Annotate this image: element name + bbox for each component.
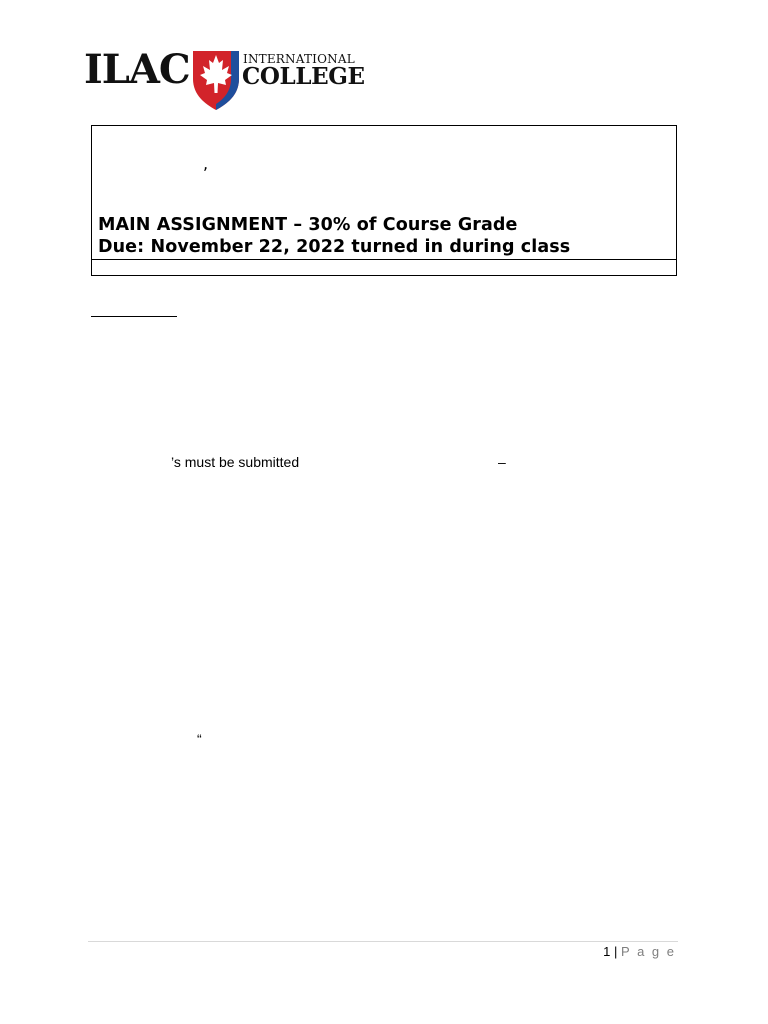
logo-ilac-text: ILAC	[84, 46, 190, 93]
footer-separator: |	[614, 944, 618, 959]
footer-divider	[88, 941, 678, 942]
ilac-logo	[84, 46, 364, 114]
section-underline	[91, 316, 177, 317]
stray-comma: ,	[203, 154, 209, 173]
dash-text: –	[498, 454, 506, 470]
page-footer	[603, 944, 676, 959]
assignment-header-box	[91, 125, 677, 276]
quote-mark-text: “	[197, 731, 202, 747]
page-word: P a g e	[621, 944, 676, 959]
logo-college-text: COLLEGE	[242, 63, 365, 90]
assignment-title: MAIN ASSIGNMENT – 30% of Course Grade	[98, 215, 518, 235]
logo-international-text: INTERNATIONAL	[243, 52, 355, 66]
submitted-text: ’s must be submitted	[171, 454, 300, 470]
due-date: Due: November 22, 2022 turned in during class	[98, 237, 571, 257]
table-divider	[92, 259, 676, 260]
maple-leaf-shield-icon	[191, 49, 241, 111]
page-number: 1	[603, 944, 611, 959]
